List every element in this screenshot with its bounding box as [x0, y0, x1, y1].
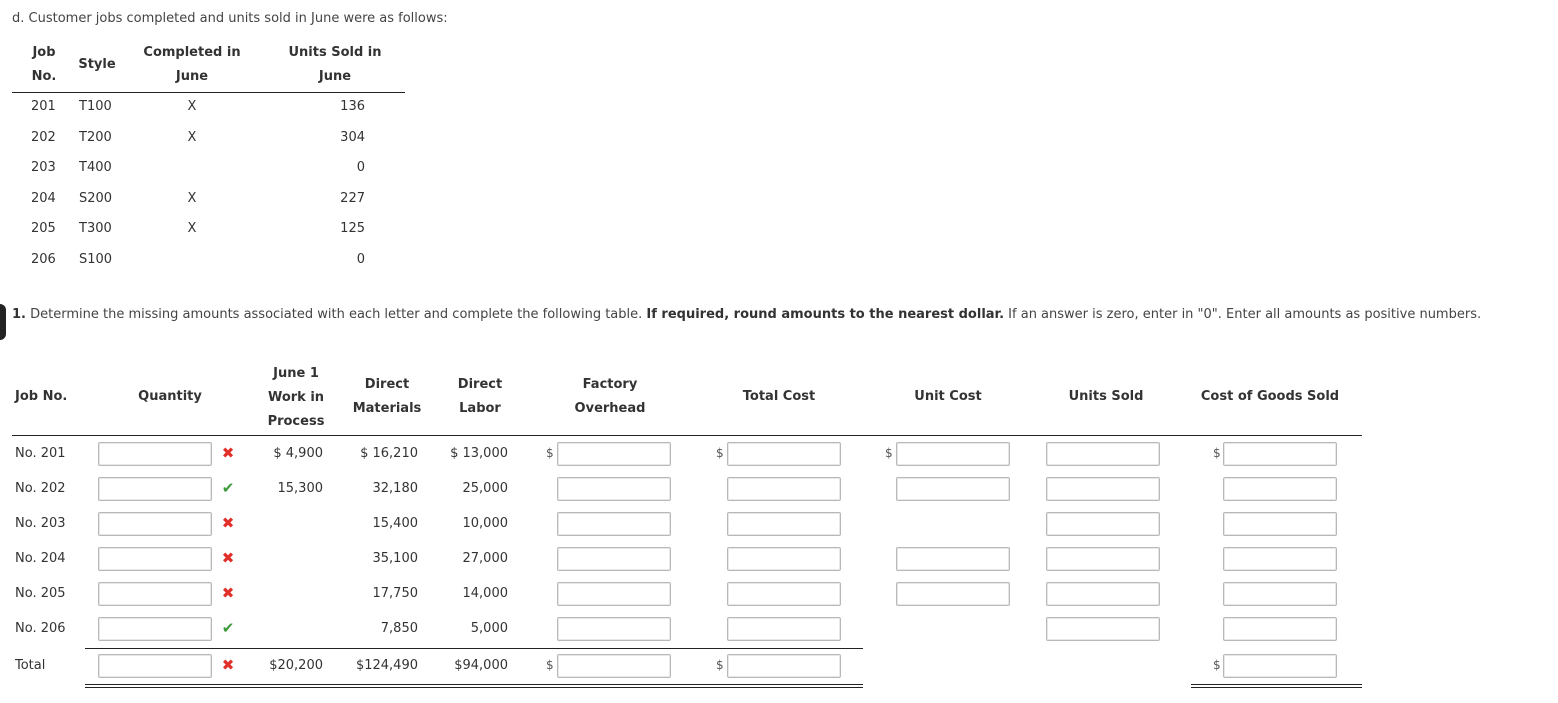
- job-number: 205: [31, 221, 56, 236]
- intro-text: d. Customer jobs completed and units sold in June were as follows:: [12, 11, 448, 26]
- question-text: 1. Determine the missing amounts associated with each letter and complete the following table. If required, round amounts to the nearest dollar. If an answer is zero, enter in "0". Enter all amounts as positive numbers.: [12, 307, 1482, 322]
- header-wip: June 1 Work in Process: [267, 366, 325, 429]
- direct-labor-value: 5,000: [470, 621, 508, 636]
- unit-cost-input[interactable]: [896, 442, 1010, 466]
- header-factory-overhead: Factory Overhead: [574, 377, 646, 416]
- unit-cost-input[interactable]: [896, 477, 1010, 501]
- total-cost-input[interactable]: [727, 547, 841, 571]
- direct-materials-value: 17,750: [372, 586, 418, 601]
- units-sold-input[interactable]: [1046, 442, 1160, 466]
- row-label: No. 205: [15, 586, 66, 601]
- unit-cost-input[interactable]: [896, 547, 1010, 571]
- cogs-input[interactable]: [1223, 654, 1337, 678]
- jobs-header-completed: Completed in June: [143, 45, 241, 84]
- cogs-double-rule-2: [1191, 687, 1362, 688]
- dollar-sign: $: [1213, 658, 1221, 672]
- job-style: S100: [79, 252, 113, 267]
- jobs-header-units: Units Sold in June: [288, 45, 382, 84]
- job-units-sold: 0: [356, 252, 365, 267]
- total-cost-input[interactable]: [727, 512, 841, 536]
- jobs-header-job: Job No.: [31, 45, 57, 84]
- job-number: 206: [31, 252, 56, 267]
- job-number: 202: [31, 130, 56, 145]
- header-direct-materials: Direct Materials: [352, 377, 422, 416]
- quantity-input[interactable]: [98, 654, 212, 678]
- dollar-sign: $: [716, 658, 724, 672]
- factory-overhead-input[interactable]: [557, 582, 671, 606]
- cogs-input[interactable]: [1223, 617, 1337, 641]
- direct-labor-value: $ 13,000: [450, 446, 508, 461]
- total-cost-input[interactable]: [727, 477, 841, 501]
- direct-labor-value: 27,000: [462, 551, 508, 566]
- job-style: S200: [79, 191, 113, 206]
- jobs-header-rule: [12, 92, 405, 93]
- direct-materials-value: 32,180: [372, 481, 418, 496]
- dollar-sign: $: [1213, 446, 1221, 460]
- incorrect-x-icon: ✖: [221, 444, 235, 462]
- quantity-input[interactable]: [98, 547, 212, 571]
- quantity-input[interactable]: [98, 512, 212, 536]
- incorrect-x-icon: ✖: [221, 584, 235, 602]
- dollar-sign: $: [546, 446, 554, 460]
- job-number: 201: [31, 99, 56, 114]
- total-cost-input[interactable]: [727, 442, 841, 466]
- row-label: No. 202: [15, 481, 66, 496]
- direct-materials-value: 15,400: [372, 516, 418, 531]
- cogs-input[interactable]: [1223, 512, 1337, 536]
- units-sold-input[interactable]: [1046, 582, 1160, 606]
- factory-overhead-input[interactable]: [557, 547, 671, 571]
- row-label: No. 204: [15, 551, 66, 566]
- row-label: No. 203: [15, 516, 66, 531]
- dollar-sign: $: [546, 658, 554, 672]
- job-number: 204: [31, 191, 56, 206]
- job-completed-mark: X: [187, 99, 197, 114]
- job-style: T300: [79, 221, 112, 236]
- wip-value: $20,200: [269, 658, 323, 673]
- row-label: Total: [15, 658, 46, 673]
- total-cost-input[interactable]: [727, 617, 841, 641]
- jobs-header-style: Style: [78, 57, 116, 72]
- cogs-double-rule-1: [1191, 684, 1362, 685]
- direct-materials-value: $ 16,210: [360, 446, 418, 461]
- direct-labor-value: 25,000: [462, 481, 508, 496]
- direct-materials-value: 35,100: [372, 551, 418, 566]
- quantity-input[interactable]: [98, 617, 212, 641]
- units-sold-input[interactable]: [1046, 617, 1160, 641]
- incorrect-x-icon: ✖: [221, 514, 235, 532]
- header-direct-labor: Direct Labor: [457, 377, 503, 416]
- total-cost-input[interactable]: [727, 582, 841, 606]
- row-label: No. 201: [15, 446, 66, 461]
- header-total-cost: Total Cost: [742, 389, 816, 404]
- job-units-sold: 227: [340, 191, 365, 206]
- total-top-rule: [85, 648, 863, 649]
- units-sold-input[interactable]: [1046, 477, 1160, 501]
- job-style: T100: [79, 99, 112, 114]
- incorrect-x-icon: ✖: [221, 656, 235, 674]
- quantity-input[interactable]: [98, 477, 212, 501]
- unit-cost-input[interactable]: [896, 582, 1010, 606]
- cogs-input[interactable]: [1223, 582, 1337, 606]
- dollar-sign: $: [716, 446, 724, 460]
- correct-check-icon: ✔: [221, 619, 235, 637]
- units-sold-input[interactable]: [1046, 512, 1160, 536]
- quantity-input[interactable]: [98, 442, 212, 466]
- cogs-input[interactable]: [1223, 547, 1337, 571]
- direct-materials-value: $124,490: [355, 658, 418, 673]
- units-sold-input[interactable]: [1046, 547, 1160, 571]
- cogs-input[interactable]: [1223, 442, 1337, 466]
- direct-materials-value: 7,850: [380, 621, 418, 636]
- direct-labor-value: 14,000: [462, 586, 508, 601]
- factory-overhead-input[interactable]: [557, 617, 671, 641]
- header-cogs: Cost of Goods Sold: [1200, 389, 1340, 404]
- factory-overhead-input[interactable]: [557, 442, 671, 466]
- main-header-rule: [12, 435, 1362, 436]
- wip-value: $ 4,900: [273, 446, 323, 461]
- dollar-sign: $: [885, 446, 893, 460]
- job-completed-mark: X: [187, 130, 197, 145]
- total-cost-input[interactable]: [727, 654, 841, 678]
- job-completed-mark: X: [187, 221, 197, 236]
- job-style: T200: [79, 130, 112, 145]
- direct-labor-value: $94,000: [454, 658, 508, 673]
- direct-labor-value: 10,000: [462, 516, 508, 531]
- job-completed-mark: X: [187, 191, 197, 206]
- job-number: 203: [31, 160, 56, 175]
- header-quantity: Quantity: [138, 389, 202, 404]
- job-units-sold: 0: [356, 160, 365, 175]
- job-units-sold: 136: [340, 99, 365, 114]
- quantity-input[interactable]: [98, 582, 212, 606]
- job-units-sold: 304: [340, 130, 365, 145]
- total-double-rule-2: [85, 687, 863, 688]
- total-double-rule-1: [85, 684, 863, 685]
- factory-overhead-input[interactable]: [557, 512, 671, 536]
- incorrect-x-icon: ✖: [221, 549, 235, 567]
- header-job-no: Job No.: [15, 389, 68, 404]
- factory-overhead-input[interactable]: [557, 477, 671, 501]
- wip-value: 15,300: [277, 481, 323, 496]
- header-units-sold: Units Sold: [1068, 389, 1144, 404]
- factory-overhead-input[interactable]: [557, 654, 671, 678]
- row-label: No. 206: [15, 621, 66, 636]
- header-unit-cost: Unit Cost: [914, 389, 982, 404]
- cogs-input[interactable]: [1223, 477, 1337, 501]
- left-edge-marker: [0, 304, 6, 340]
- job-units-sold: 125: [340, 221, 365, 236]
- correct-check-icon: ✔: [221, 479, 235, 497]
- job-style: T400: [79, 160, 112, 175]
